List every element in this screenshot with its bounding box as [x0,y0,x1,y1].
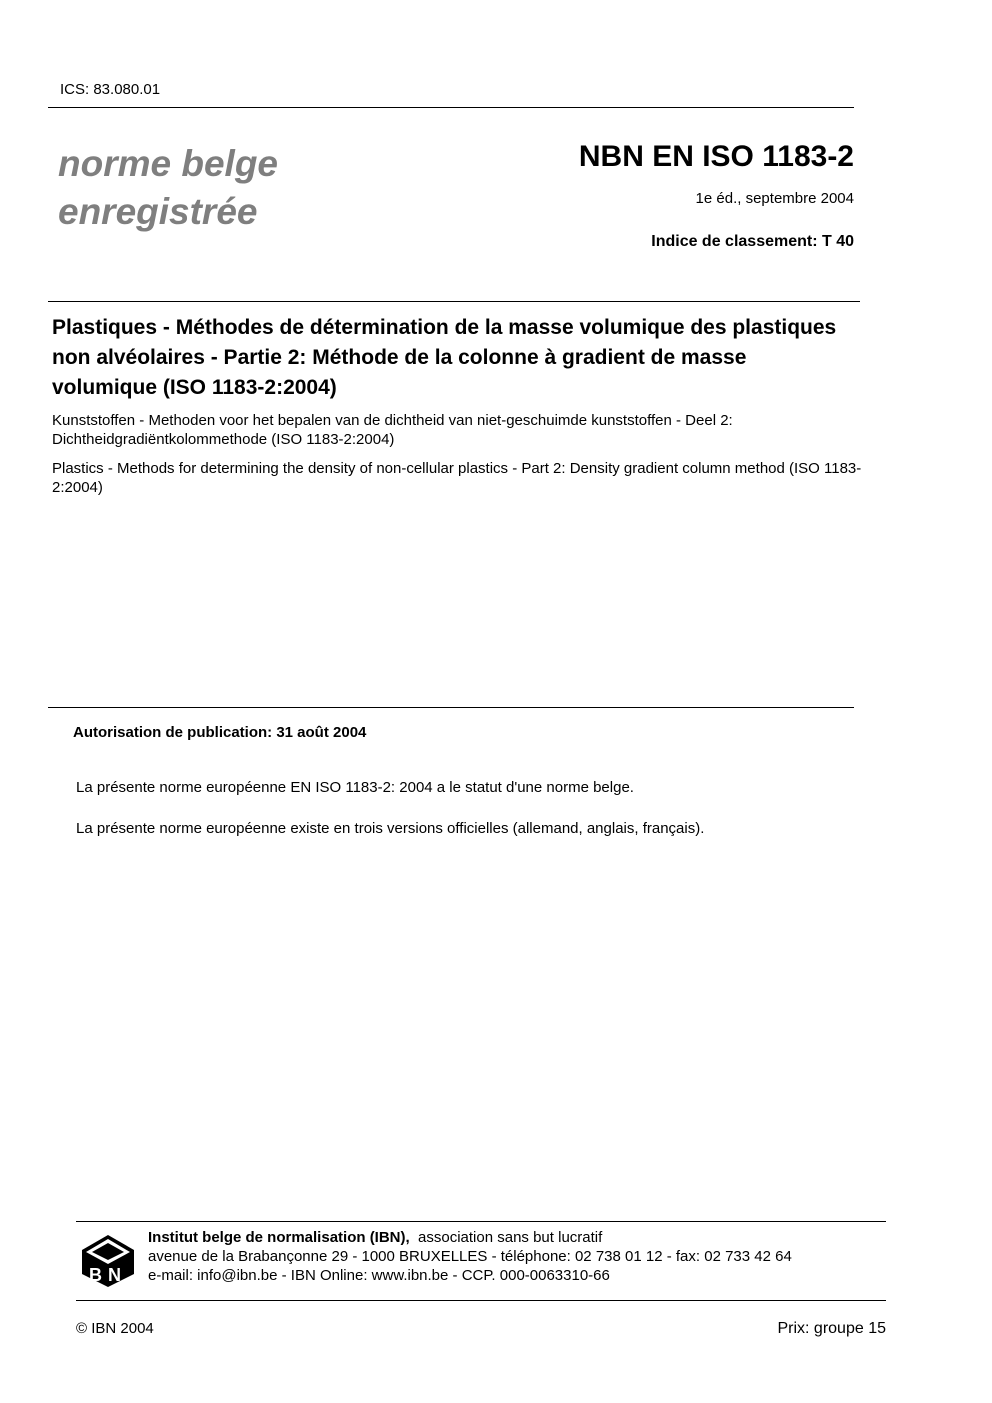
publication-rule [48,707,854,708]
price-group: Prix: groupe 15 [777,1320,886,1337]
edition: 1e éd., septembre 2004 [695,190,854,207]
title-french: Plastiques - Méthodes de détermination de la masse volumique des plastiques non alvéolaires - Partie 2: Méthode de la colonne à gradient de masse volumique (ISO 1183-2:2004) [52,316,837,399]
statement-versions: La présente norme européenne existe en trois versions officielles (allemand, anglais, français). [76,820,705,837]
title-english: Plastics - Methods for determining the density of non-cellular plastics - Part 2: Density gradient column method (ISO 1183-2:2004) [52,460,862,496]
statement-status: La présente norme européenne EN ISO 1183-2: 2004 a le statut d'une norme belge. [76,779,634,796]
publication-authorization: Autorisation de publication: 31 août 2004 [73,724,367,741]
header-rule [48,107,854,108]
copyright: © IBN 2004 [76,1320,154,1337]
norme-line2: enregistrée [58,191,258,232]
ibn-logo-icon [80,1233,136,1289]
norme-line1: norme belge [58,143,278,184]
institute-description: association sans but lucratif [418,1229,603,1246]
footer-top-rule [76,1221,886,1222]
ics-code: ICS: 83.080.01 [60,81,161,98]
footer-institute-info [148,1228,792,1285]
norme-belge-label [58,140,278,236]
institute-contact: e-mail: info@ibn.be - IBN Online: www.ibn.be - CCP. 000-0063310-66 [148,1267,610,1284]
footer-bottom-rule [76,1300,886,1301]
institute-name: Institut belge de normalisation (IBN), [148,1229,410,1246]
title-dutch: Kunststoffen - Methoden voor het bepalen van de dichtheid van niet-geschuimde kunststoffen - Deel 2: Dichtheidgradiëntkolommethode (ISO 1183-2:2004) [52,412,733,448]
svg-text:N: N [108,1265,121,1285]
standard-number: NBN EN ISO 1183-2 [578,140,854,173]
title-rule [48,301,860,302]
svg-text:B: B [89,1265,102,1285]
institute-address: avenue de la Brabançonne 29 - 1000 BRUXELLES - téléphone: 02 738 01 12 - fax: 02 733 42 64 [148,1248,792,1265]
indice-classement: Indice de classement: T 40 [651,233,854,250]
